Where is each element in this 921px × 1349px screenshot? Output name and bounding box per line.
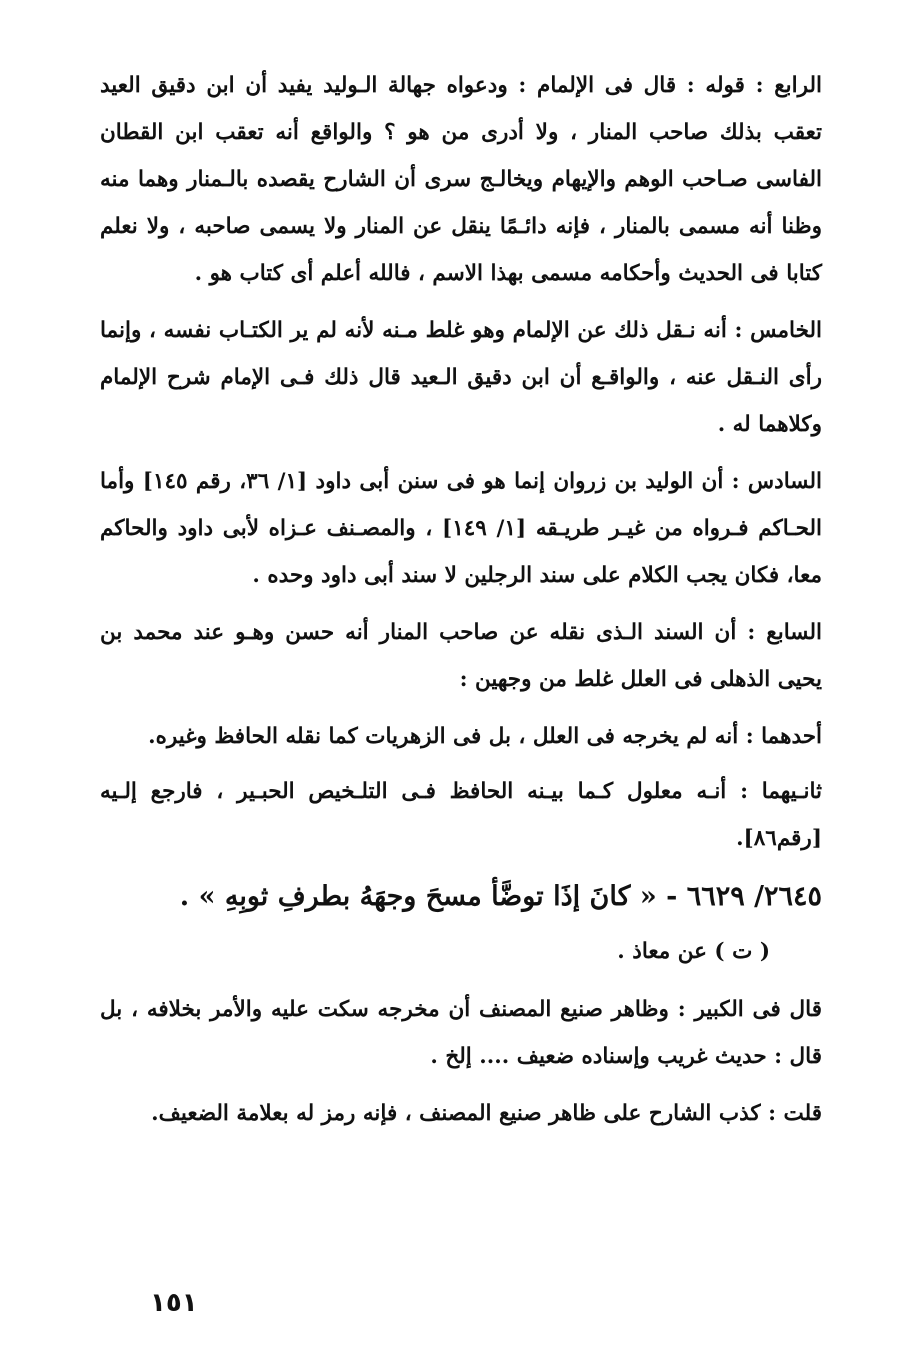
hadith-source: ( ت ) عن معاذ .: [617, 939, 770, 964]
paragraph-second-reason: ثانـيهما : أنـه معلول كـما بيـنه الحافظ فـى التلـخيص الحبـير ، فارجع إلـيه [رقم٨٦].: [100, 779, 822, 851]
paragraph-fifth: الخامس : أنه نـقل ذلك عن الإلمام وهو غلط مـنه لأنه لم ير الكتـاب نفسه ، وإنما رأى النـقل عنه ، والواقـع أن ابن دقيق الـعيد قال ذلك فـى الإمام شرح الإلمام وكلاهما له .: [100, 318, 822, 437]
page-number: ١٥١: [150, 1288, 198, 1318]
paragraph-kabir: قال فى الكبير : وظاهر صنيع المصنف أن مخرجه سكت عليه والأمر بخلافه ، بل قال : حديث غريب وإسناده ضعيف .... إلخ .: [100, 997, 822, 1069]
paragraph-seventh: السابع : أن السند الـذى نقله عن صاحب المنار أنه حسن وهـو عند محمد بن يحيى الذهلى فى العلل غلط من وجهين :: [100, 620, 822, 692]
page-body: [100, 62, 822, 1147]
paragraph-fourth: الرابع : قوله : قال فى الإلمام : ودعواه جهالة الـوليد يفيد أن ابن دقيق العيد تعقب بذلك صاحب المنار ، ولا أدرى من هو ؟ والواقع أنه تعقب ابن القطان الفاسى صـاحب الوهم والإيهام ويخالـج سرى أن الشارح يقصده بالـمنار وهما منه وظنا أنه مسمى بالمنار ، فإنه دائـمًا ينقل عن المنار ولا يسمى صاحبه ، ولا نعلم كتابا فى الحديث وأحكامه مسمى بهذا الاسم ، فالله أعلم أى كتاب هو .: [100, 73, 822, 286]
paragraph-first-reason: أحدهما : أنه لم يخرجه فى العلل ، بل فى الزهريات كما نقله الحافظ وغيره.: [148, 724, 822, 749]
hadith-text: ٢٦٤٥/ ٦٦٢٩ - « كانَ إذَا توضَّأ مسحَ وجهَهُ بطرفِ ثوبِهِ » .: [179, 881, 822, 912]
paragraph-sixth: السادس : أن الوليد بن زروان إنما هو فى سنن أبى داود [١/ ٣٦، رقم ١٤٥] وأما الحـاكم فـرواه من غيـر طريـقه [١/ ١٤٩] ، والمصـنف عـزاه لأبى داود والحاكم معا، فكان يجب الكلام على سند الرجلين لا سند أبى داود وحده .: [100, 469, 823, 588]
paragraph-qultu: قلت : كذب الشارح على ظاهر صنيع المصنف ، فإنه رمز له بعلامة الضعيف.: [151, 1101, 822, 1126]
